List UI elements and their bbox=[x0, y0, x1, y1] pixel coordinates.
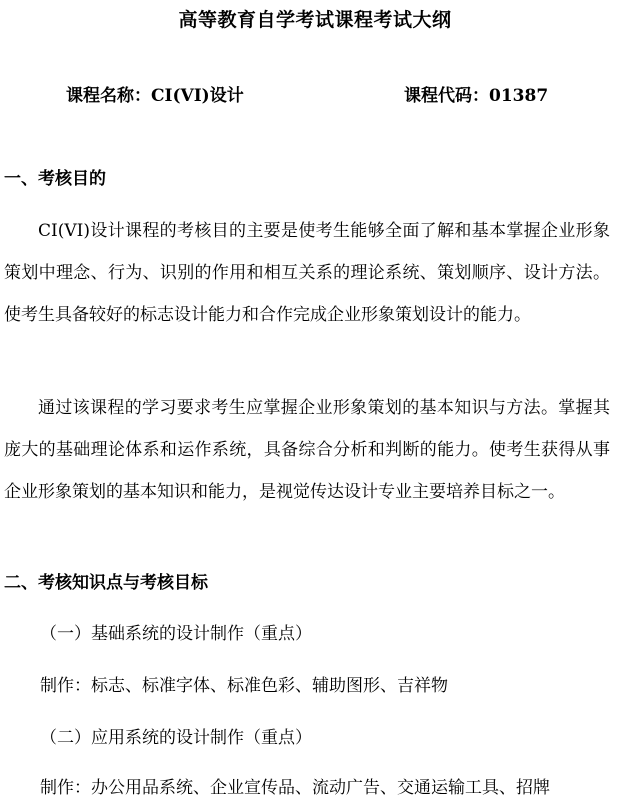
section-heading-assessment-purpose: 一、考核目的 bbox=[4, 169, 106, 189]
paragraph-learning-requirements: 通过该课程的学习要求考生应掌握企业形象策划的基本知识与方法。掌握其庞大的基础理论体系和运作系统，具备综合分析和判断的能力。使考生获得从事企业形象策划的基本知识和能力，是视觉传达设计专业主要培养目标之一。 bbox=[4, 398, 610, 502]
document-title: 高等教育自学考试课程考试大纲 bbox=[178, 9, 452, 31]
paragraph-assessment-purpose: CI(VI)设计课程的考核目的主要是使考生能够全面了解和基本掌握企业形象策划中理念、行为、识别的作用和相互关系的理论系统、策划顺序、设计方法。使考生具备较好的标志设计能力和合作完成企业形象策划设计的能力。 bbox=[4, 221, 610, 325]
subsection-application-system-detail: 制作：办公用品系统、企业宣传品、流动广告、交通运输工具、招牌 bbox=[40, 778, 550, 798]
course-code: 课程代码：01387 bbox=[404, 86, 549, 106]
course-name: 课程名称：CI(VI)设计 bbox=[66, 86, 244, 106]
section-heading-knowledge-points: 二、考核知识点与考核目标 bbox=[4, 573, 208, 593]
subsection-basic-system-detail: 制作：标志、标准字体、标准色彩、辅助图形、吉祥物 bbox=[40, 676, 448, 696]
subsection-application-system-title: （二）应用系统的设计制作（重点） bbox=[40, 728, 312, 748]
subsection-basic-system-title: （一）基础系统的设计制作（重点） bbox=[40, 624, 312, 644]
